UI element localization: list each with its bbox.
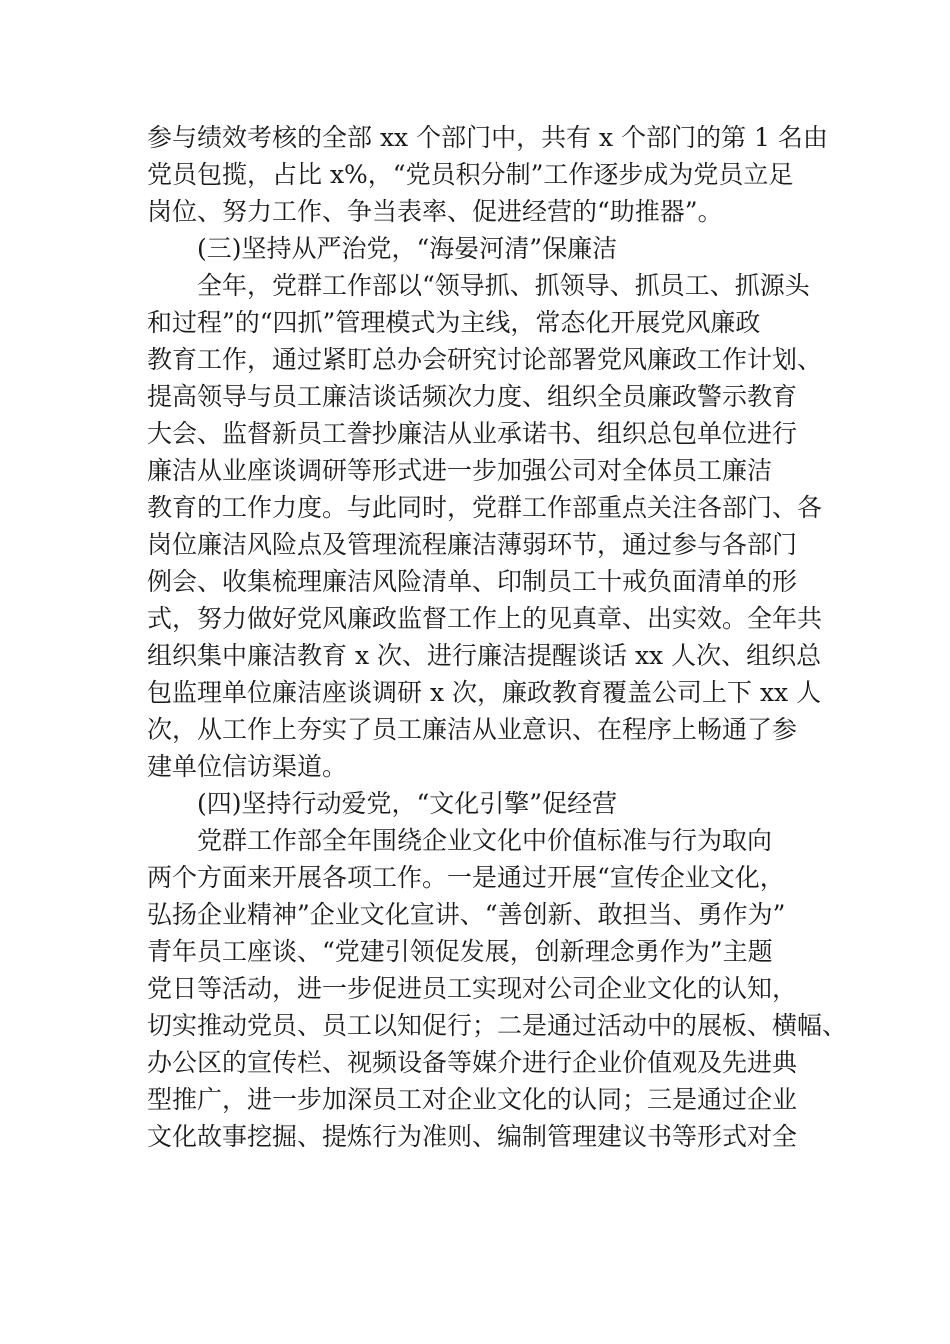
text-line: 提高领导与员工廉洁谈话频次力度、组织全员廉政警示教育	[147, 382, 798, 411]
text-line: 组织集中廉洁教育 x 次、进行廉洁提醒谈话 xx 人次、组织总	[147, 641, 822, 670]
text-line: 建单位信访渠道。	[147, 752, 348, 781]
text-line: 党日等活动，进一步促进员工实现对公司企业文化的认知，	[147, 974, 798, 1003]
text-line: 全年，党群工作部以“领导抓、抓领导、抓员工、抓源头	[197, 271, 810, 300]
text-line: 包监理单位廉洁座谈调研 x 次，廉政教育覆盖公司上下 xx 人	[147, 678, 822, 707]
text-line: 党群工作部全年围绕企业文化中价值标准与行为取向	[197, 826, 773, 855]
text-line: 教育工作，通过紧盯总办会研究讨论部署党风廉政工作计划、	[147, 345, 823, 374]
text-line: 党员包揽，占比 x%，“党员积分制”工作逐步成为党员立足	[147, 160, 794, 189]
text-line: 岗位、努力工作、争当表率、促进经营的“助推器”。	[147, 197, 723, 226]
text-line: 弘扬企业精神”企业文化宣讲、“善创新、敢担当、勇作为”	[147, 900, 786, 929]
text-line: 两个方面来开展各项工作。一是通过开展“宣传企业文化，	[147, 863, 785, 892]
text-line: 文化故事挖掘、提炼行为准则、编制管理建议书等形式对全	[147, 1122, 798, 1151]
text-line: 式，努力做好党风廉政监督工作上的见真章、出实效。全年共	[147, 604, 823, 633]
text-line: 青年员工座谈、“党建引领促发展，创新理念勇作为”主题	[147, 937, 773, 966]
section-heading-3: (三)坚持从严治党，“海晏河清”保廉洁	[197, 234, 618, 263]
section-heading-4: (四)坚持行动爱党，“文化引擎”促经营	[197, 789, 618, 818]
text-line: 岗位廉洁风险点及管理流程廉洁薄弱环节，通过参与各部门	[147, 530, 798, 559]
text-line: 例会、收集梳理廉洁风险清单、印制员工十戒负面清单的形	[147, 567, 798, 596]
text-line: 型推广，进一步加深员工对企业文化的认同；三是通过企业	[147, 1085, 798, 1114]
text-line: 教育的工作力度。与此同时，党群工作部重点关注各部门、各	[147, 493, 823, 522]
text-line: 参与绩效考核的全部 xx 个部门中，共有 x 个部门的第 1 名由	[147, 123, 828, 152]
text-line: 办公区的宣传栏、视频设备等媒介进行企业价值观及先进典	[147, 1048, 798, 1077]
text-line: 和过程”的“四抓”管理模式为主线，常态化开展党风廉政	[147, 308, 761, 337]
text-line: 切实推动党员、员工以知促行；二是通过活动中的展板、横幅、	[147, 1011, 848, 1040]
text-line: 大会、监督新员工誊抄廉洁从业承诺书、组织总包单位进行	[147, 419, 798, 448]
text-line: 次，从工作上夯实了员工廉洁从业意识、在程序上畅通了参	[147, 715, 798, 744]
text-line: 廉洁从业座谈调研等形式进一步加强公司对全体员工廉洁	[147, 456, 773, 485]
